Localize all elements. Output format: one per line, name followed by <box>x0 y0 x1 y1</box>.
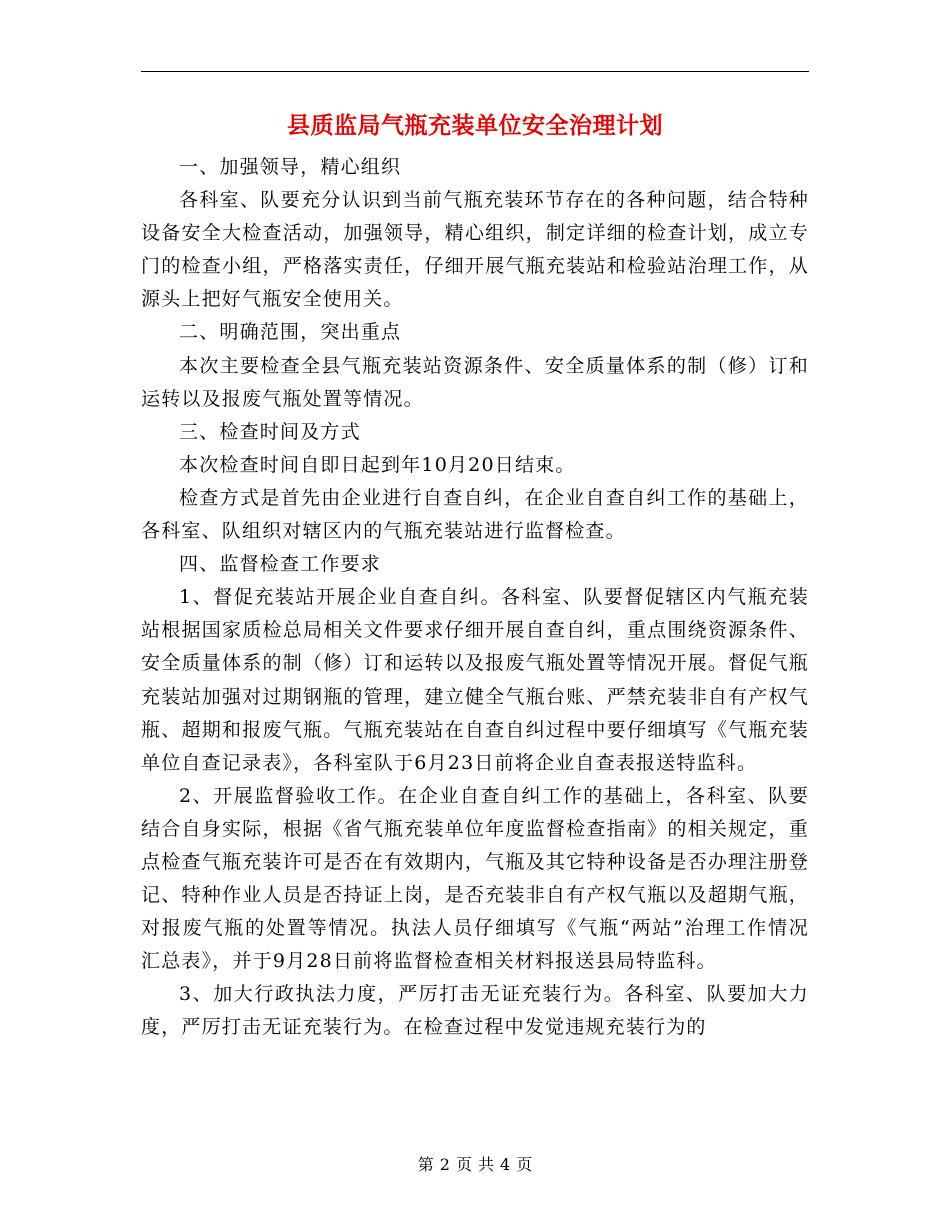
paragraph: 1、督促充装站开展企业自查自纠。各科室、队要督促辖区内气瓶充装站根据国家质检总局相关文件要求仔细开展自查自纠，重点围绕资源条件、安全质量体系的制（修）订和运转以及报废气瓶处置等情况开展。督促气瓶充装站加强对过期钢瓶的管理，建立健全气瓶台账、严禁充装非自有产权气瓶、超期和报废气瓶。气瓶充装站在自查自纠过程中要仔细填写《气瓶充装单位自查记录表》，各科室队于6月23日前将企业自查表报送特监科。 <box>141 586 809 774</box>
current-page-number: 2 <box>439 1155 450 1174</box>
paragraph: 3、加大行政执法力度，严厉打击无证充装行为。各科室、队要加大力度，严厉打击无证充装行为。在检查过程中发觉违规充装行为的 <box>141 983 809 1039</box>
header-rule <box>141 71 809 72</box>
paragraph: 2、开展监督验收工作。在企业自查自纠工作的基础上，各科室、队要结合自身实际，根据《省气瓶充装单位年度监督检查指南》的相关规定，重点检查气瓶充装许可是否在有效期内，气瓶及其它特种设备是否办理注册登记、特种作业人员是否持证上岗，是否充装非自有产权气瓶以及超期气瓶，对报废气瓶的处置等情况。执法人员仔细填写《气瓶“两站”治理工作情况汇总表》，并于9月28日前将监督检查相关材料报送县局特监科。 <box>141 784 809 973</box>
paragraph: 各科室、队要充分认识到当前气瓶充装环节存在的各种问题，结合特种设备安全大检查活动，加强领导，精心组织，制定详细的检查计划，成立专门的检查小组，严格落实责任，仔细开展气瓶充装站和检验站治理工作，从源头上把好气瓶安全使用关。 <box>141 189 809 311</box>
footer-suffix: 页 <box>516 1155 533 1174</box>
section-heading-4: 四、监督检查工作要求 <box>179 553 382 576</box>
document-title: 县质监局气瓶充装单位安全治理计划 <box>287 112 663 139</box>
total-page-count: 4 <box>500 1155 511 1174</box>
paragraph: 检查方式是首先由企业进行自查自纠，在企业自查自纠工作的基础上，各科室、队组织对辖区内的气瓶充装站进行监督检查。 <box>141 486 809 543</box>
section-heading-1: 一、加强领导，精心组织 <box>179 156 402 178</box>
document-body <box>141 151 809 1045</box>
page-footer <box>141 1153 809 1177</box>
paragraph: 本次检查时间自即日起到年10月20日结束。 <box>179 453 576 476</box>
section-heading-2: 二、明确范围，突出重点 <box>179 321 402 344</box>
paragraph: 本次主要检查全县气瓶充装站资源条件、安全质量体系的制（修）订和运转以及报废气瓶处置等情况。 <box>141 354 809 410</box>
footer-total-word: 共 <box>478 1155 495 1174</box>
footer-prefix: 第 <box>417 1155 434 1174</box>
section-heading-3: 三、检查时间及方式 <box>179 420 361 443</box>
footer-page-word: 页 <box>455 1155 472 1174</box>
